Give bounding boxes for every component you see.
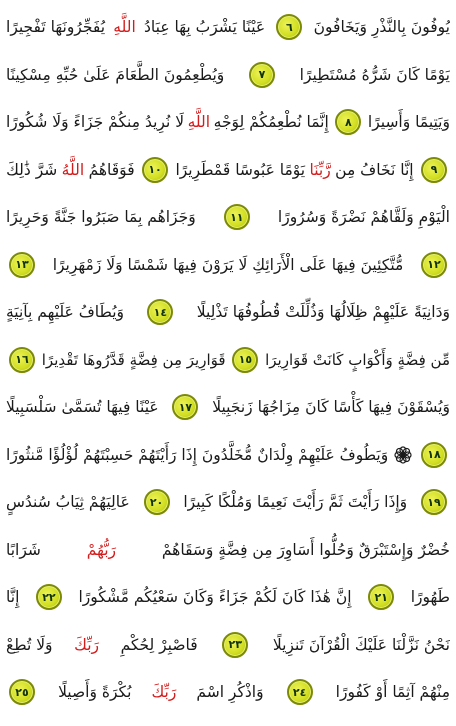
verse-text: شَرَابًا bbox=[6, 540, 41, 559]
text-line bbox=[6, 337, 450, 383]
verse-text: يَوْمًا كَانَ شَرُّهُ مُسْتَطِيرًا bbox=[299, 65, 450, 84]
text-line bbox=[6, 194, 450, 240]
text-line bbox=[6, 622, 450, 668]
divine-name-text: رَبِّكَ bbox=[151, 683, 177, 701]
text-line bbox=[6, 52, 450, 98]
verse-text: لَا نُرِيدُ مِنكُمْ جَزَاءً وَلَا شُكُورًا bbox=[6, 113, 185, 131]
verse-number-marker: ٢٣ bbox=[222, 632, 248, 658]
verse-text: وَيُطَافُ عَلَيْهِم بِآنِيَةٍ bbox=[6, 303, 125, 321]
text-line bbox=[6, 669, 450, 715]
verse-number-marker: ٢٥ bbox=[9, 679, 35, 705]
verse-number-marker: ٢٢ bbox=[36, 584, 62, 610]
verse-text: بُكْرَةً وَأَصِيلًا bbox=[58, 683, 132, 701]
verse-text: إِنَّ هَٰذَا كَانَ لَكُمْ جَزَاءً وَكَانَ سَعْيُكُم مَّشْكُورًا bbox=[78, 588, 352, 606]
verse-text: شَرَّ ذَٰلِكَ bbox=[6, 160, 58, 179]
verse-number-marker: ١٢ bbox=[421, 252, 447, 278]
verse-number-marker: ١٧ bbox=[172, 394, 198, 420]
verse-text: وَجَزَاهُم بِمَا صَبَرُوا جَنَّةً وَحَرِيرًا bbox=[6, 208, 196, 226]
text-line bbox=[6, 242, 450, 288]
verse-number-marker: ٩ bbox=[421, 157, 447, 183]
verse-text: إِنَّا نَخَافُ مِن bbox=[335, 160, 414, 179]
verse-number-marker: ٢٤ bbox=[287, 679, 313, 705]
verse-text: فَوَقَاهُمُ bbox=[88, 160, 135, 179]
divine-name-text: رَبُّهُمْ bbox=[86, 540, 117, 559]
verse-number-marker: ٨ bbox=[335, 109, 361, 135]
text-line bbox=[6, 479, 450, 525]
verse-text: وَلَا تُطِعْ bbox=[6, 635, 53, 654]
sajda-mark-icon bbox=[393, 445, 413, 465]
verse-text: نَحْنُ نَزَّلْنَا عَلَيْكَ الْقُرْآنَ تَنزِيلًا bbox=[272, 635, 450, 654]
verse-text: فَاصْبِرْ لِحُكْمِ bbox=[120, 635, 198, 654]
verse-text: إِنَّا bbox=[6, 588, 20, 606]
verse-number-marker: ٢١ bbox=[368, 584, 394, 610]
verse-text: عَيْنًا يَشْرَبُ بِهَا عِبَادُ bbox=[144, 18, 266, 36]
divine-name-text: اللَّهِ bbox=[187, 113, 211, 131]
verse-number-marker: ١٦ bbox=[9, 347, 35, 373]
text-line bbox=[6, 432, 450, 478]
verse-number-marker: ١٩ bbox=[421, 489, 447, 515]
verse-text: وَيَطُوفُ عَلَيْهِمْ وِلْدَانٌ مُّخَلَّدُونَ إِذَا رَأَيْتَهُمْ حَسِبْتَهُمْ لُؤْلُؤًا مَّنثُورًا bbox=[6, 445, 389, 464]
verse-number-marker: ١٨ bbox=[421, 442, 447, 468]
verse-text: عَيْنًا فِيهَا تُسَمَّىٰ سَلْسَبِيلًا bbox=[6, 398, 159, 416]
divine-name-text: اللَّهُ bbox=[61, 160, 85, 179]
verse-number-marker: ٧ bbox=[249, 62, 275, 88]
verse-text: وَإِذَا رَأَيْتَ ثَمَّ رَأَيْتَ نَعِيمًا وَمُلْكًا كَبِيرًا bbox=[183, 493, 408, 511]
text-line bbox=[6, 527, 450, 573]
text-line bbox=[6, 384, 450, 430]
verse-text: يُفَجِّرُونَهَا تَفْجِيرًا bbox=[6, 18, 106, 36]
verse-number-marker: ٢٠ bbox=[144, 489, 170, 515]
divine-name-text: اللَّهِ bbox=[113, 18, 136, 36]
text-line bbox=[6, 574, 450, 620]
divine-name-text: رَّبِّنَا bbox=[309, 160, 331, 179]
text-line bbox=[6, 289, 450, 335]
verse-text: طَهُورًا bbox=[410, 588, 450, 606]
verse-text: وَيَتِيمًا وَأَسِيرًا bbox=[367, 113, 450, 131]
verse-text: خُضْرٌ وَإِسْتَبْرَقٌ وَحُلُّوا أَسَاوِرَ مِن فِضَّةٍ وَسَقَاهُمْ bbox=[161, 540, 450, 559]
verse-text: وَيُسْقَوْنَ فِيهَا كَأْسًا كَانَ مِزَاجُهَا زَنجَبِيلًا bbox=[212, 398, 450, 416]
verse-text: وَيُطْعِمُونَ الطَّعَامَ عَلَىٰ حُبِّهِ مِسْكِينًا bbox=[6, 65, 225, 84]
divine-name-text: رَبِّكَ bbox=[74, 635, 99, 654]
verse-text: يَوْمًا عَبُوسًا قَمْطَرِيرًا bbox=[175, 160, 306, 179]
verse-number-marker: ١٥ bbox=[232, 347, 258, 373]
verse-text: إِنَّمَا نُطْعِمُكُمْ لِوَجْهِ bbox=[213, 113, 329, 131]
verse-text: مِنْهُمْ آثِمًا أَوْ كَفُورًا bbox=[335, 683, 450, 701]
verse-text: الْيَوْمِ وَلَقَّاهُمْ نَضْرَةً وَسُرُورًا bbox=[277, 208, 450, 226]
verse-text: يُوفُونَ بِالنَّذْرِ وَيَخَافُونَ bbox=[313, 18, 450, 36]
verse-text: قَوَارِيرَ مِن فِضَّةٍ قَدَّرُوهَا تَقْدِيرًا bbox=[41, 350, 226, 369]
verse-text: وَاذْكُرِ اسْمَ bbox=[196, 683, 264, 701]
text-line bbox=[6, 99, 450, 145]
verse-text: عَالِيَهُمْ ثِيَابُ سُندُسٍ bbox=[6, 493, 130, 511]
verse-text: وَدَانِيَةً عَلَيْهِمْ ظِلَالُهَا وَذُلِّلَتْ قُطُوفُهَا تَذْلِيلًا bbox=[196, 303, 450, 321]
verse-text: مِّن فِضَّةٍ وَأَكْوَابٍ كَانَتْ قَوَارِيرَا bbox=[265, 350, 450, 369]
text-line bbox=[6, 4, 450, 50]
verse-number-marker: ١٣ bbox=[9, 252, 35, 278]
verse-number-marker: ١٤ bbox=[147, 299, 173, 325]
verse-number-marker: ١٠ bbox=[142, 157, 168, 183]
verse-text: مُّتَّكِئِينَ فِيهَا عَلَى الْأَرَائِكِ لَا يَرَوْنَ فِيهَا شَمْسًا وَلَا زَمْهَرِيرًا bbox=[52, 255, 404, 274]
verse-number-marker: ٦ bbox=[276, 14, 302, 40]
text-line bbox=[6, 147, 450, 193]
verse-number-marker: ١١ bbox=[224, 204, 250, 230]
